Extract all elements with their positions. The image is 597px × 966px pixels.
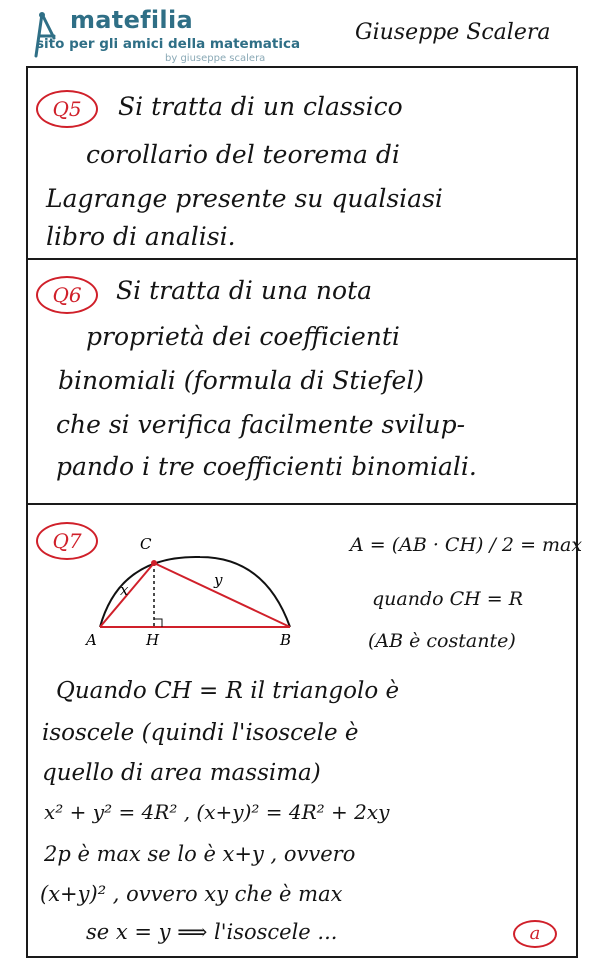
semicircle-triangle-diagram: [80, 535, 320, 655]
q6-line: proprietà dei coefficienti: [86, 322, 400, 351]
compass-logo-icon: [32, 10, 68, 60]
q6-line: binomiali (formula di Stiefel): [58, 366, 425, 395]
logo-byline: by giuseppe scalera: [165, 53, 266, 64]
q5-badge: Q5: [36, 90, 98, 128]
q7-line: 2p è max se lo è x+y , ovvero: [44, 842, 356, 866]
header: [0, 0, 597, 70]
q5-line: libro di analisi.: [46, 222, 236, 251]
q7-line: se x = y ⟹ l'isoscele ...: [86, 920, 338, 944]
section-divider: [26, 956, 578, 958]
q7-line: quello di area massima): [42, 760, 321, 786]
author-signature: Giuseppe Scalera: [355, 20, 551, 45]
label-a: A: [86, 631, 97, 649]
label-c: C: [140, 535, 152, 553]
q6-line: che si verifica facilmente svilup-: [56, 410, 466, 439]
logo-subtitle: sito per gli amici della matematica: [36, 36, 301, 52]
q7-line: x² + y² = 4R² , (x+y)² = 4R² + 2xy: [44, 800, 390, 824]
q7-line: (x+y)² , ovvero xy che è max: [40, 882, 343, 906]
section-divider: [26, 258, 578, 260]
label-h: H: [146, 631, 160, 649]
logo-title: matefilia: [70, 6, 193, 34]
section-divider: [26, 66, 578, 68]
right-border: [576, 66, 578, 958]
q6-badge: Q6: [36, 276, 98, 314]
label-x: x: [120, 581, 129, 599]
q5-line: Si tratta di un classico: [118, 92, 403, 121]
q6-line: pando i tre coefficienti binomiali.: [56, 452, 477, 481]
q5-line: corollario del teorema di: [86, 140, 400, 169]
formula-when: quando CH = R: [372, 588, 524, 610]
label-b: B: [280, 631, 292, 649]
q7-line: Quando CH = R il triangolo è: [56, 678, 400, 704]
q5-line: Lagrange presente su qualsiasi: [46, 184, 443, 213]
right-angle-mark: [154, 619, 162, 627]
formula-constant: (AB è costante): [368, 630, 516, 652]
formula-area: A = (AB · CH) / 2 = max: [350, 534, 583, 556]
label-y: y: [214, 571, 223, 589]
q7-line: isoscele (quindi l'isoscele è: [42, 720, 359, 746]
point-c: [151, 560, 157, 566]
final-answer-badge: a: [513, 920, 557, 948]
section-divider: [26, 503, 578, 505]
q7-badge: Q7: [36, 522, 98, 560]
q6-line: Si tratta di una nota: [116, 276, 373, 305]
left-border: [26, 66, 28, 958]
